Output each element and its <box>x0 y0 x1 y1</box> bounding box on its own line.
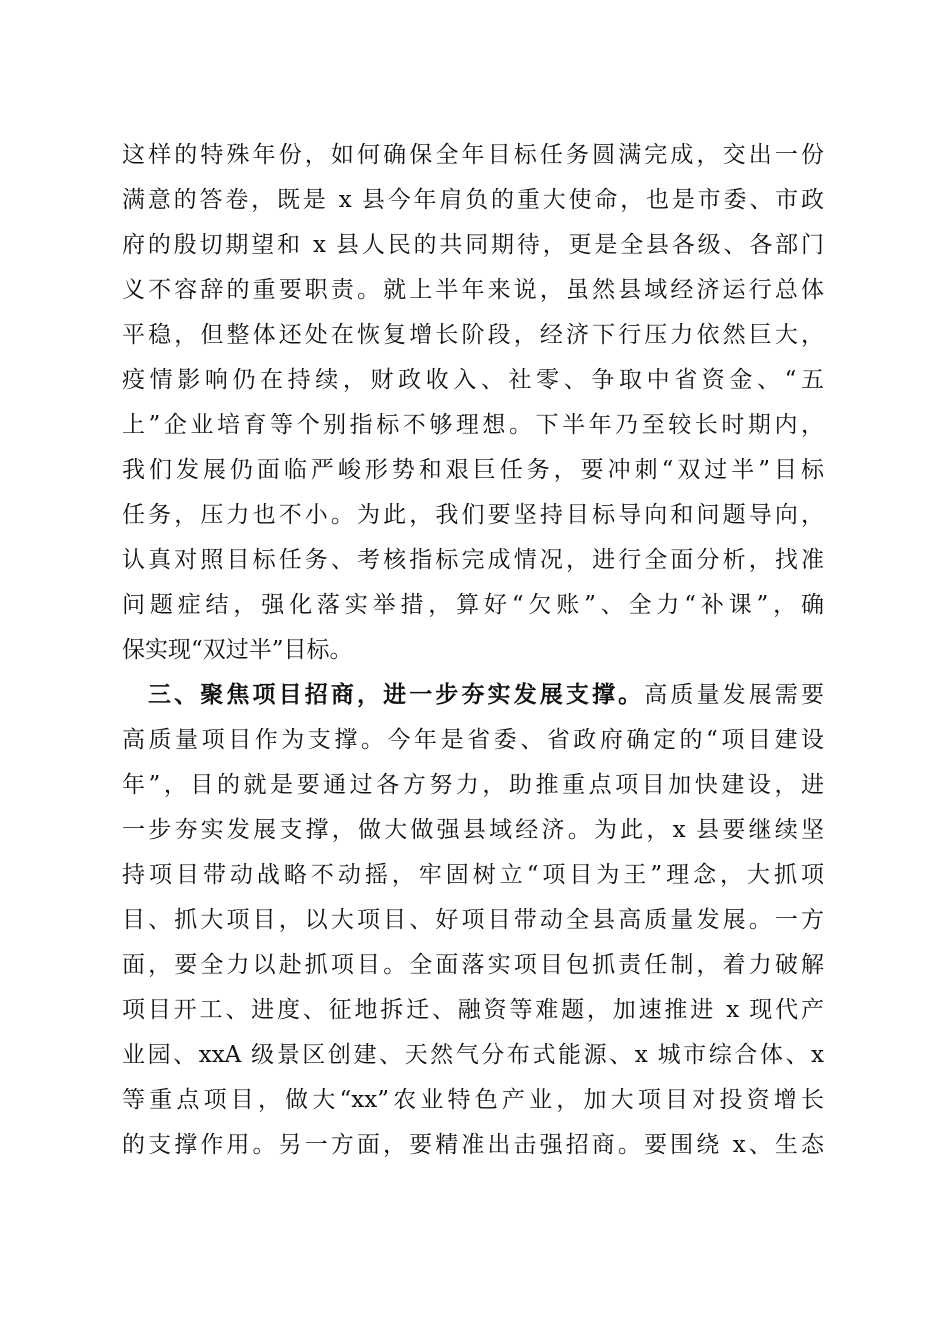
paragraph-line: 满意的答卷，既是 x 县今年肩负的重大使命，也是市委、市政 <box>122 187 824 213</box>
paragraph-line: 项目开工、进度、征地拆迁、融资等难题，加速推进 x 现代产 <box>122 997 824 1023</box>
paragraph-line: 高质量项目作为支撑。今年是省委、省政府确定的“项目建设 <box>122 727 824 753</box>
paragraph-2 <box>122 673 824 1168</box>
paragraph-line: 目、抓大项目，以大项目、好项目带动全县高质量发展。一方 <box>122 907 824 933</box>
paragraph-line: 一步夯实发展支撑，做大做强县域经济。为此，x 县要继续坚 <box>122 817 824 843</box>
paragraph-line: 持项目带动战略不动摇，牢固树立“项目为王”理念，大抓项 <box>122 862 824 888</box>
paragraph-line: 府的殷切期望和 x 县人民的共同期待，更是全县各级、各部门 <box>122 232 824 258</box>
paragraph-line: 认真对照目标任务、考核指标完成情况，进行全面分析，找准 <box>122 547 824 573</box>
paragraph-line: 平稳，但整体还处在恢复增长阶段，经济下行压力依然巨大， <box>122 322 824 348</box>
paragraph-line: 义不容辞的重要职责。就上半年来说，虽然县域经济运行总体 <box>122 277 824 303</box>
paragraph-line: 的支撑作用。另一方面，要精准出击强招商。要围绕 x、生态 <box>122 1132 824 1158</box>
paragraph-line: 上”企业培育等个别指标不够理想。下半年乃至较长时期内， <box>122 412 824 438</box>
paragraph-line: 我们发展仍面临严峻形势和艰巨任务，要冲刺“双过半”目标 <box>122 457 824 483</box>
heading-line-text: 高质量发展需要 <box>644 682 825 708</box>
section-heading: 三、聚焦项目招商，进一步夯实发展支撑。 <box>148 682 645 708</box>
document-page <box>122 133 824 1168</box>
paragraph-line: 面，要全力以赴抓项目。全面落实项目包抓责任制，着力破解 <box>122 952 824 978</box>
paragraph-line: 任务，压力也不小。为此，我们要坚持目标导向和问题导向， <box>122 502 824 528</box>
paragraph-line: 问题症结，强化落实举措，算好“欠账”、全力“补课”，确 <box>122 592 824 618</box>
paragraph-line: 等重点项目，做大“xx”农业特色产业，加大项目对投资增长 <box>122 1087 824 1113</box>
paragraph-line: 保实现“双过半”目标。 <box>122 637 353 663</box>
paragraph-line: 这样的特殊年份，如何确保全年目标任务圆满完成，交出一份 <box>122 142 824 168</box>
paragraph-1 <box>122 133 824 673</box>
paragraph-line: 业园、xxA 级景区创建、天然气分布式能源、x 城市综合体、x <box>122 1042 824 1068</box>
paragraph-line: 年”，目的就是要通过各方努力，助推重点项目加快建设，进 <box>122 772 824 798</box>
paragraph-line: 疫情影响仍在持续，财政收入、社零、争取中省资金、“五 <box>122 367 824 393</box>
paragraph-line <box>122 673 824 718</box>
